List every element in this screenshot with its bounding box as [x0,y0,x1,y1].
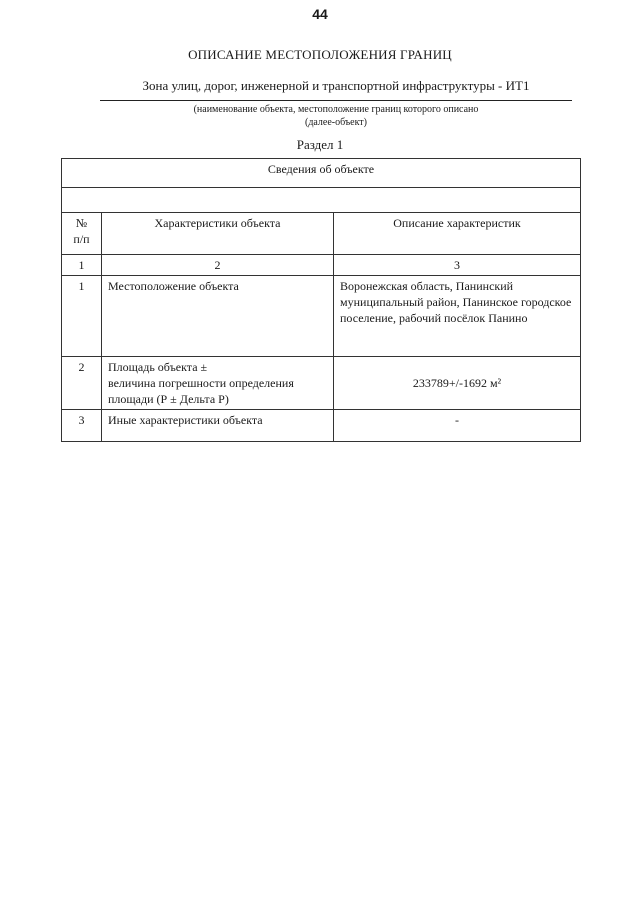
header-number-line1: № [75,216,88,230]
section-title: Раздел 1 [296,137,344,152]
object-info-table [61,158,581,442]
header-description: Описание характеристик [334,213,581,255]
column-number-3: 3 [334,255,581,276]
row-characteristic: Местоположение объекта [102,276,334,357]
table-row [62,276,581,357]
column-number-2: 2 [102,255,334,276]
row-characteristic [102,357,334,410]
header-characteristics: Характеристики объекта [102,213,334,255]
page-number: 44 [312,6,328,22]
object-hint-line1: (наименование объекта, местоположение границ которого описано [193,104,479,115]
row-description: Воронежская область, Панинский муниципальный район, Панинское городское поселение, рабочий посёлок Панино [334,276,581,357]
object-hint-line2: (далее-объект) [304,117,368,128]
table-row [62,410,581,442]
table-caption-row [62,159,581,188]
header-number-line2: п/п [73,232,90,246]
row-description: - [334,410,581,442]
row-number: 1 [62,276,102,357]
table-row [62,357,581,410]
document-title: ОПИСАНИЕ МЕСТОПОЛОЖЕНИЯ ГРАНИЦ [188,47,452,62]
table-header-row [62,213,581,255]
empty-cell [62,188,581,213]
row-characteristic: Иные характеристики объекта [102,410,334,442]
column-number-row [62,255,581,276]
object-name-hint [100,103,572,129]
object-name: Зона улиц, дорог, инженерной и транспортной инфраструктуры - ИТ1 [142,78,530,93]
column-number-1: 1 [62,255,102,276]
row-description: 233789+/-1692 м² [334,357,581,410]
header-number [62,213,102,255]
row-number: 2 [62,357,102,410]
characteristic-line2: величина погрешности определения [108,376,294,390]
table-caption: Сведения об объекте [62,159,581,188]
table-empty-row [62,188,581,213]
characteristic-line3: площади (Р ± Дельта Р) [108,392,229,406]
object-name-underline [100,100,572,101]
characteristic-line1: Площадь объекта ± [108,360,208,374]
row-number: 3 [62,410,102,442]
